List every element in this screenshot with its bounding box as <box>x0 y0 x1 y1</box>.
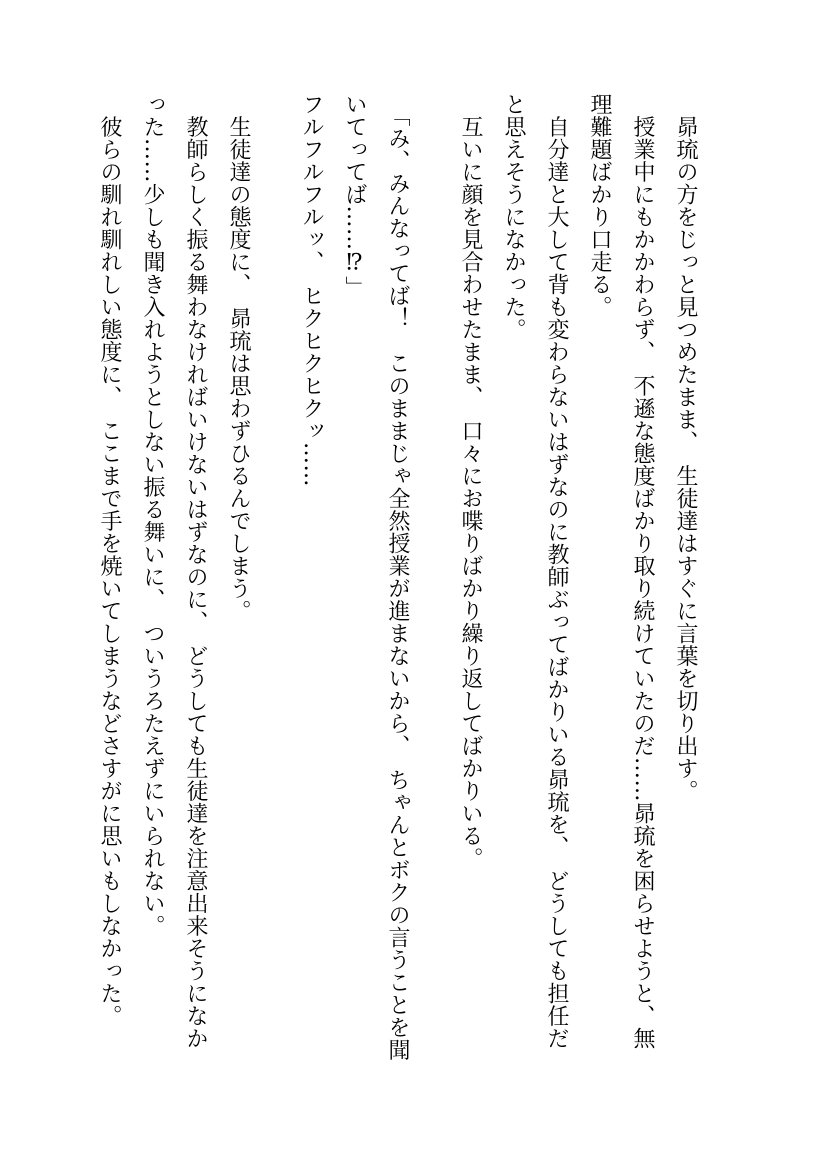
text-line-12: った……少しも聞き入れようとしない振る舞いに、 ついうろたえずにいられない。 <box>140 93 165 937</box>
text-line-11: 教師らしく振る舞わなければいけないはずなのに、 どうしても生徒達を注意出来そうになか <box>183 93 208 1050</box>
text-line-7-dialogue: 「み、みんなってば！ このままじゃ全然授業が進まないから、 ちゃんとボクの言うことを聞 <box>385 93 410 1061</box>
text-line-2: 授業中にもかかわらず、 不遜な態度ばかり取り続けていたのだ……昴琉を困らせようと、無 <box>630 93 655 1050</box>
text-line-10: 生徒達の態度に、 昴琉は思わずひるんでしまう。 <box>226 93 251 622</box>
text-line-5: と思えそうになかった。 <box>501 93 526 341</box>
text-line-9-onomatopoeia: フルフルフルッ、 ヒクヒクヒクッ…… <box>299 93 324 487</box>
text-line-6: 互いに顔を見合わせたまま、 口々にお喋りばかり繰り返してばかりいる。 <box>458 93 483 870</box>
text-line-8-dialogue: いてってば……⁉」 <box>342 93 367 299</box>
text-line-13: 彼らの馴れ馴れしい態度に、 ここまで手を焼いてしまうなどさすがに思いもしなかった。 <box>97 93 122 1027</box>
text-line-1: 昴琉の方をじっと見つめたまま、 生徒達はすぐに言葉を切り出す。 <box>673 93 698 802</box>
text-line-3: 理難題ばかり口走る。 <box>587 93 612 318</box>
novel-page <box>88 93 707 1083</box>
text-line-4: 自分達と大して背も変わらないはずなのに教師ぶってばかりいる昴琉を、 どうしても担任だ <box>544 93 569 1050</box>
